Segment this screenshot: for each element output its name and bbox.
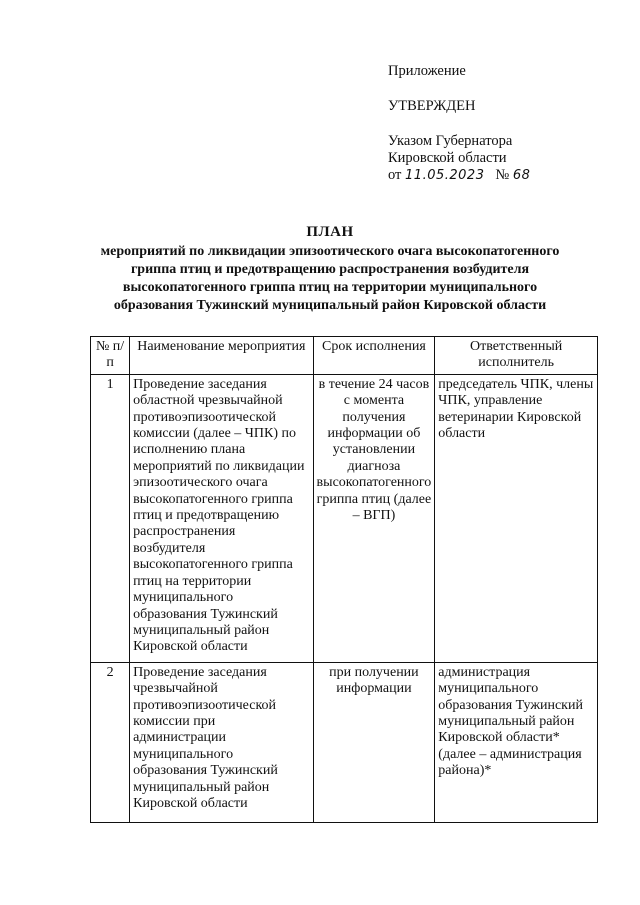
decree-line-2: Кировской области [388,150,507,166]
header-term: Срок исполнения [313,337,435,375]
subtitle-line-2: гриппа птиц и предотвращению распространения возбудителя [130,262,530,277]
row-responsible: администрация муниципального образования Тужинский муниципальный район Кировской области* (далее – администрация района)* [435,662,598,822]
row-term: при получении информации [313,662,435,822]
appendix-label: Приложение [388,63,466,79]
table-row [91,374,598,662]
decree-line-1: Указом Губернатора [388,133,513,149]
decree-number: 68 [512,168,531,183]
plan-subtitle [60,243,600,315]
plan-heading: ПЛАН [306,224,354,240]
row-num: 2 [91,662,130,822]
subtitle-line-3: высокопатогенного гриппа птиц на территории муниципального [122,280,538,295]
header-responsible: Ответственный исполнитель [435,337,598,375]
row-name: Проведение заседания чрезвычайной противоэпизоотической комиссии при администрации муниципального образования Тужинский муниципальный район Кировской области [130,662,313,822]
table-row [91,662,598,822]
row-term: в течение 24 часов с момента получения информации об установлении диагноза высокопатогенного гриппа птиц (далее – ВГП) [313,374,435,662]
table-header-row [91,337,598,375]
subtitle-line-1: мероприятий по ликвидации эпизоотического очага высокопатогенного [100,244,560,259]
approved-label: УТВЕРЖДЕН [388,98,476,114]
date-prefix: от [388,167,402,183]
plan-table [90,336,598,823]
row-name: Проведение заседания областной чрезвычайной противоэпизоотической комиссии (далее – ЧПК) по исполнению плана мероприятий по ликвидации эпизоотического очага высокопатогенного гриппа птиц и предотвращению распространения возбудителя высокопатогенного гриппа птиц на территории муниципального образования Тужинский муниципальный район Кировской области [130,374,313,662]
row-num: 1 [91,374,130,662]
number-prefix: № [495,167,510,183]
row-responsible: председатель ЧПК, члены ЧПК, управление ветеринарии Кировской области [435,374,598,662]
document-title [60,0,600,315]
header-num: № п/п [91,337,130,375]
header-name: Наименование мероприятия [130,337,313,375]
subtitle-line-4: образования Тужинский муниципальный район Кировской области [113,298,547,313]
decree-date: 11.05.2023 [405,168,485,183]
